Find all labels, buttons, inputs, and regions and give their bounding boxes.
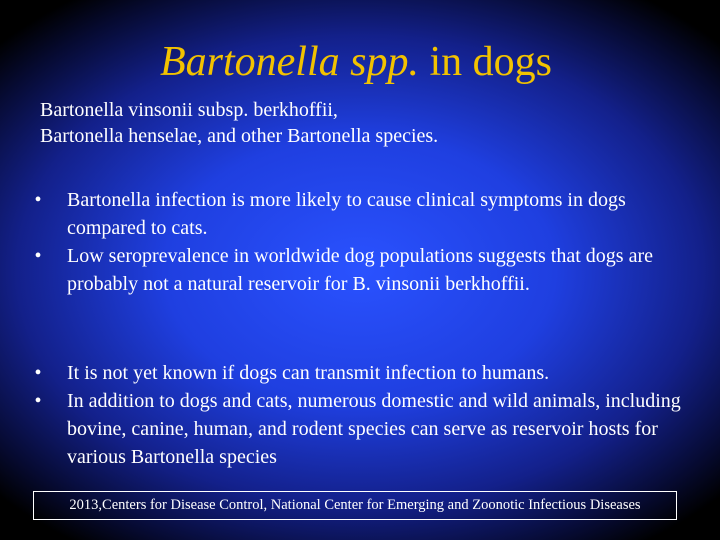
bullet-icon: • bbox=[34, 390, 42, 412]
subtitle-line: Bartonella vinsonii subsp. berkhoffii, bbox=[40, 99, 338, 121]
subtitle-line: Bartonella henselae, and other Bartonella species. bbox=[40, 125, 439, 147]
slide-title bbox=[0, 36, 712, 88]
bullet-list-clinical bbox=[28, 186, 698, 298]
bullet-text: In addition to dogs and cats, numerous domestic and wild animals, including bovine, canine, human, and rodent species can serve as reservoir hosts for various Bartonella species bbox=[67, 390, 681, 468]
title-italic-part: Bartonella spp. bbox=[159, 39, 419, 85]
bullet-item bbox=[28, 359, 698, 387]
bullet-icon: • bbox=[34, 362, 42, 384]
source-citation: 2013,Centers for Disease Control, National Center for Emerging and Zoonotic Infectious Diseases bbox=[33, 491, 677, 520]
bullet-text: Low seroprevalence in worldwide dog populations suggests that dogs are probably not a natural reservoir for B. vinsonii berkhoffii. bbox=[67, 245, 653, 295]
species-subtitle bbox=[40, 97, 700, 149]
bullet-text: Bartonella infection is more likely to cause clinical symptoms in dogs compared to cats. bbox=[67, 189, 626, 239]
bullet-item bbox=[28, 186, 698, 242]
bullet-item bbox=[28, 242, 698, 298]
bullet-icon: • bbox=[34, 245, 42, 267]
title-rest-part: in dogs bbox=[418, 39, 552, 85]
bullet-item bbox=[28, 387, 698, 471]
bullet-text: It is not yet known if dogs can transmit infection to humans. bbox=[67, 362, 550, 384]
bullet-list-transmission bbox=[28, 359, 698, 471]
bullet-icon: • bbox=[34, 189, 42, 211]
